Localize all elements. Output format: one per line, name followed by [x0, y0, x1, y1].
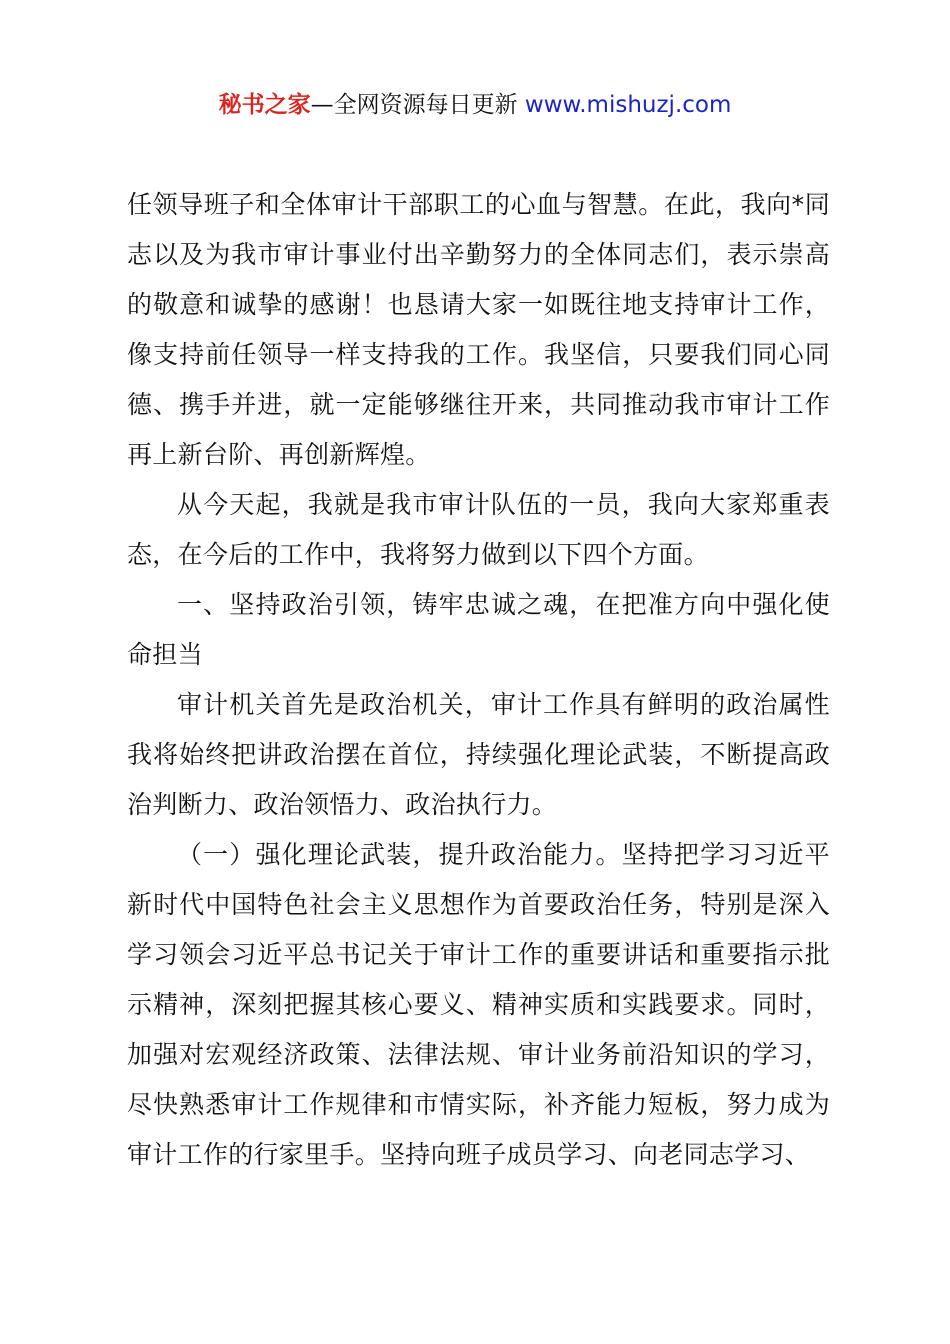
header-tagline: —全网资源每日更新: [310, 92, 525, 118]
section-heading-1: 一、坚持政治引领，铸牢忠诚之魂，在把准方向中强化使命担当: [127, 590, 830, 669]
brand-name: 秘书之家: [218, 92, 311, 118]
page-header: [0, 88, 950, 122]
paragraph-political: 审计机关首先是政治机关，审计工作具有鲜明的政治属性我将始终把讲政治摆在首位，持续强化理论武装，不断提高政治判断力、政治领悟力、政治执行力。: [127, 690, 830, 819]
paragraph-subsection-1: （一）强化理论武装，提升政治能力。坚持把学习习近平新时代中国特色社会主义思想作为首要政治任务，特别是深入学习领会习近平总书记关于审计工作的重要讲话和重要指示批示精神，深刻把握其核心要义、精神实质和实践要求。同时，加强对宏观经济政策、法律法规、审计业务前沿知识的学习，尽快熟悉审计工作规律和市情实际，补齐能力短板，努力成为审计工作的行家里手。坚持向班子成员学习、向老同志学习、: [127, 840, 830, 1169]
paragraph-statement: 从今天起，我就是我市审计队伍的一员，我向大家郑重表态，在今后的工作中，我将努力做到以下四个方面。: [127, 490, 830, 569]
paragraph-continuation: 任领导班子和全体审计干部职工的心血与智慧。在此，我向*同志以及为我市审计事业付出辛勤努力的全体同志们，表示崇高的敬意和诚挚的感谢！也恳请大家一如既往地支持审计工作，像支持前任领导一样支持我的工作。我坚信，只要我们同心同德、携手并进，就一定能够继往开来，共同推动我市审计工作再上新台阶、再创新辉煌。: [127, 190, 830, 469]
header-url[interactable]: www.mishuzj.com: [524, 92, 732, 118]
document-body: [127, 180, 830, 1180]
